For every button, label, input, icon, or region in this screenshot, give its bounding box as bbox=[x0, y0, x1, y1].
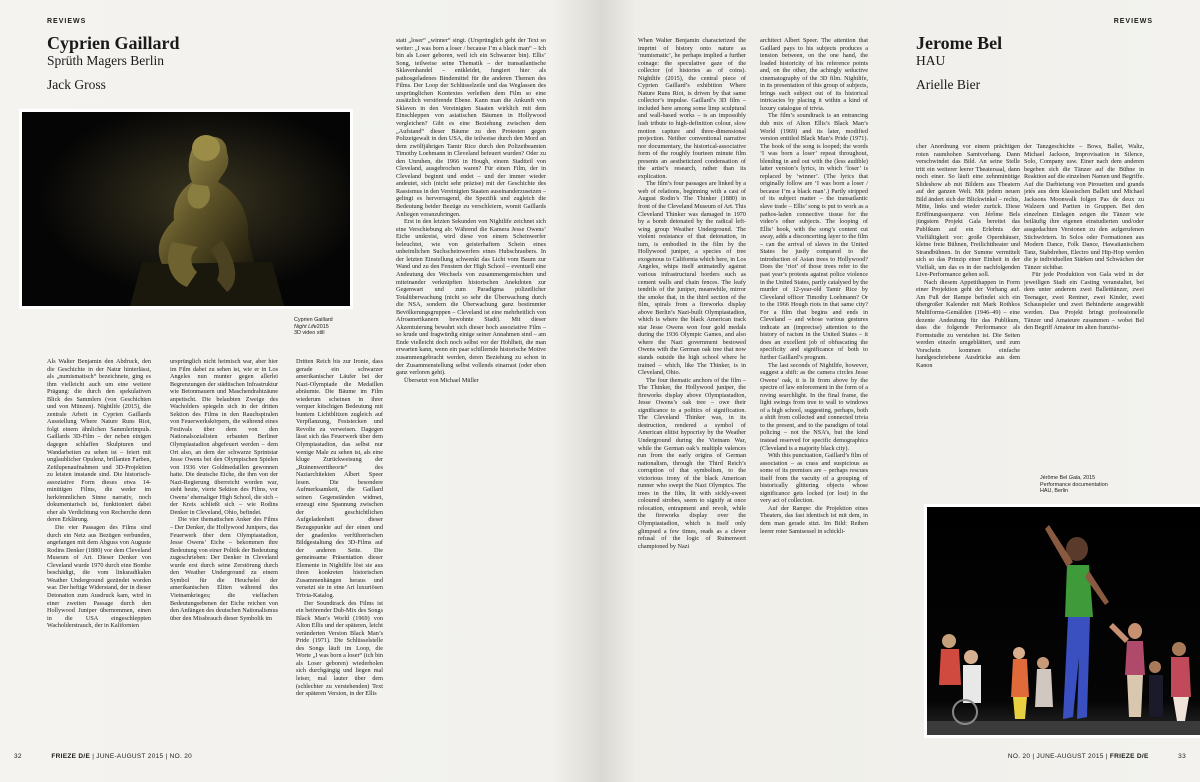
issue-date: JUNE-AUGUST 2015 bbox=[96, 753, 164, 760]
paragraph: Als Walter Benjamin den Abdruck, den die Geschichte in der Natur hinterlässt, als „numismatisch“ bezeichnete, ging es ihm vielleicht auch um eine weitere Prägung: die durch den spekulativen Blick des Sammlers (von Geschichten und von Münzen). Nightlife (2015), die zentrale Arbeit in Cyprien Gaillards Ausstellung Where Nature Runs Riot, folgt einem ähnlichen Sammlerimpuls. Gaillards 3D-Film – der neben einigen dagegen schlaffen Skulpturen und Wandarbeiten zu sehen ist – feiert mit unglaublicher Opulenz, brillanten Farben, Zeitlupenaufnahmen und 3D-Projektion zu leisten imstande sind. Die historisch-assoziative Form dieses etwa 14-minütigen Films, die weder im herkömmlichen Sinne narrativ, noch dokumentarisch ist, funktioniert dabei eher als Verdichtung von Recherche denn deren Erklärung. bbox=[47, 358, 151, 524]
caption-medium: Performance documentation bbox=[1040, 481, 1108, 488]
paragraph: Dritten Reich bis zur Ironie, dass gerade ein schwarzer amerikanischer Läufer bei der Nazi-Olympiade die Medaillen abräumte. Die Bäume im Film wiederum scheinen in ihrer verquer kitschigen Bedeutung mit buntem Lichtblitzen zugleich auf Verpflanzung, Feststecken und Revolte zu verweisen. Dagegen lässt sich das Feuerwerk über dem Olympiastadion, das selbst nur wenige Male zu sehen ist, als eine kluge Zurückweisung der „Ruinenwerttheorie“ des Naziarchitekten Albert Speer lesen. Die besondere Aufmerksamkeit, die Gaillard seinen Gegenständen widmet, erzeugt eine Spannung zwischen der geschichtlichen Aufgeladenheit dieser Bezugspunkte auf der einen und der gnadenlos verführerischen Bildgestaltung des 3D-Films auf der anderen Seite. Die gemeinsame Präsentation dieser Elemente in Nightlife löst sie aus ihren konkreten historischen Zusammenhängen heraus und versetzt sie in eine Art luxuriösen Trivia-Katalog. bbox=[296, 358, 383, 599]
text-column bbox=[760, 37, 868, 737]
review-title: Cyprien Gaillard bbox=[47, 33, 180, 53]
issue-date: JUNE-AUGUST 2015 bbox=[1036, 753, 1104, 760]
section-label: REVIEWS bbox=[47, 18, 87, 25]
magazine-name: FRIEZE D/E bbox=[1109, 753, 1149, 760]
text-column bbox=[296, 358, 383, 738]
paragraph: When Walter Benjamin characterized the imprint of history onto nature as ‘numismatic’, he perhaps implied a further coinage: the speculative gaze of the collector (of histories as of coins). Nightlife (2015), the central piece of Cyprien Gaillard’s exhibition Where Nature Runs Riot, is driven by that same collector’s impulse. Gaillard’s 3D film – included here among some limp sculptural and wall-based works – is an impossibly lush tribute to high-definition colour, slow motion capture and three-dimensional projection. Neither conventional narrative nor documentary, the historical-associative form of the roughly fourteen minute film presents an aestheticized condensation of the artist’s research, rather than its explication. bbox=[638, 37, 746, 180]
caption-year: 2015 bbox=[1083, 475, 1096, 481]
translator-credit: Übersetzt von Michael Müller bbox=[404, 376, 479, 384]
review-author: Arielle Bier bbox=[916, 77, 981, 92]
text-column bbox=[638, 37, 746, 737]
paragraph: der Tanzgeschichte – Bows, Ballet, Waltz, Michael Jackson, Improvisation in Silence, Solo, Company usw. Einer nach dem anderen begeben sich die Tänzer auf die Bühne in Reaktion auf die einzelnen Namen und Begriffe. Auf die Darbietung von Pirouetten und grands jetés aus dem klassischen Ballett und Michael Jacksons Moonwalk folgen Pas de deux zu Walzern und Partien in Gruppen. Bei den einzelnen Einlagen zeigen die Tänzer wie beiläufig ihre eigenen einstudierten und/oder ausgedachten Versionen zu den aufgerufenen Stichwörtern. In Solos oder Formationen aus Modern Dance, Folk Dance, Hawaiianischem Tanz, Stabdrehen, Electro und Hip-Hop werden die je individuellen Stärken und Schwächen der Tänzer sichtbar. bbox=[1024, 143, 1144, 271]
review-venue: Sprüth Magers Berlin bbox=[47, 53, 164, 68]
caption-artist: Cyprien Gaillard bbox=[294, 317, 333, 323]
paragraph: ursprünglich nicht heimisch war, aber hier im Film dabei zu sehen ist, wie er in Los Angeles nun munter gegen allerlei Begrenzungen der städtischen Infrastruktur wie Betonmauern und Maschendrahtzäune anpeitscht. Die belaubten Zweige des Wacholders spiegeln sich in der dritten Sektion des Films in den Rauchspiralen von Feuerwerkskörpern, die während eines Festivals über dem von den Nationalsozialisten erbauten Berliner Olympiastadion abgefeuert werden – dem Ort also, an dem der schwarze Sprintstar Jesse Owens bei den Olympischen Spielen von 1936 vier Goldmedaillen gewonnen hatte. Die deutsche Eiche, die ihm von der Nazi-Regierung überreicht worden war, steht heute, vierte Sektion des Films, vor Owens’ ehemaliger High School, die sich – der Kreis schließt sich – wie Rodins Denker in Cleveland, Ohio, befindet. bbox=[170, 358, 278, 516]
issue-number: NO. 20 bbox=[169, 753, 193, 760]
right-page bbox=[600, 0, 1200, 782]
paragraph: Für jede Produktion von Gala wird in der jeweiligen Stadt ein Casting veranstaltet, bei dem unter anderem zwei Balletttänzer, zwei Teenager, zwei Rentner, zwei Kinder, zwei Schauspieler und zwei Behinderte ausgewählt werden. Das Projekt bringt professionelle Tänzer und Amateure zusammen – wobei Bel den Begriff Amateur im alten französi- bbox=[1024, 271, 1144, 332]
review-title: Jerome Bel bbox=[916, 33, 1003, 53]
caption-work-title: Night Life bbox=[294, 323, 317, 330]
photo-caption: Jérôme Bel Gala, 2015 Performance documentation HAU, Berlin bbox=[1040, 475, 1140, 495]
thinker-sculpture-image bbox=[22, 112, 350, 306]
caption-location: HAU, Berlin bbox=[1040, 488, 1069, 495]
paragraph: The film’s four passages are linked by a web of relations, beginning with a cast of August Rodin’s The Thinker (1880) in front of the Cleveland Museum of Art. This Cleveland Thinker was damaged in 1970 by a bomb detonated by the radical left-wing group Weather Underground. The violent resistance of that detonation, in turn, is embodied in the film by the Hollywood juniper, a species of tree exogenous to California which here, in Los Angeles, whips itself animatedly against various infrastructural borders such as cement walls and chain fences. The leafy tendrils of the juniper, meanwhile, mirror the smoke that, in the third section of the film, spirals from a fireworks display above Berlin’s Nazi-built Olympiastadion, which is where the black American track star Jesse Owens won four gold medals during the 1936 Olympic Games, and also where the Nazi government bestowed Owens with the German oak tree that now stands outside the high school where he trained – which, like The Thinker, is in Cleveland, Ohio. bbox=[638, 180, 746, 377]
page-number: 32 bbox=[14, 753, 22, 760]
thinker-photo bbox=[19, 109, 353, 309]
paragraph: With this punctuation, Gaillard’s film of association – as crass and suspicious as some of its premises are – perhaps rescues itself from the vacuity of a grouping of historically glittering objects whose significance gets locked (or lost) in the very act of collection. bbox=[760, 452, 868, 505]
photo-caption bbox=[294, 317, 364, 337]
magazine-name: FRIEZE D/E bbox=[51, 753, 91, 760]
paragraph: Die vier thematischen Anker des Films – Der Denker, die Hollywood Junipers, das Feuerwerk über dem Olympiastadion, Jesse Owens’ Eiche – bekommen ihre Bedeutung von einer Politik der Bedeutung zugeschrieben: Der Denker in Cleveland wurde erst durch seine Zerstörung durch den Weather Underground zu einem Symbol für die Heucheleí der amerikanischen Eliten während des Vietnamkrieges; die vielfachen Bedeutungsebenen der Eiche reichen von den Anfängen des deutschen Nationalismus über den Missbrauch dieser Symbolik im bbox=[170, 516, 278, 622]
review-author: Jack Gross bbox=[47, 77, 106, 92]
text-column bbox=[170, 358, 278, 738]
paragraph: architect Albert Speer. The attention that Gaillard pays to his subjects produces a tension between, on the one hand, the loaded historicity of his reference points and, on the other, the achingly seductive cinematography of the 3D film. Nightlife, in its presentation of this group of subjects, brings each subject out of its historical intricacies by placing it within a kind of luxury catalogue of trivia. bbox=[760, 37, 868, 112]
dancers-image bbox=[927, 507, 1200, 735]
page-number: 33 bbox=[1178, 753, 1186, 760]
paragraph: statt „loser“ „winner“ singt. (Ursprünglich geht der Text so weiter: „I was born a loser / because I’m a black man“ – Ich bin als Loser geboren, weil ich ein Schwarzer bin). Ellis’ Song, teilweise seine Thematik – der transatlantische Sklavenhandel – entkleidet, fungiert hier als pathosgeladenes Bindemittel für die anderen Themen des Films. Der Loop der Schlüsselzeile und das Weglassen des ursprünglichen Kontextes verleihen dem Film so eine zusätzlich verstörende Ebene. Kann man die Ankunft von Sklaven in den Vereinigten Staaten wirklich mit dem Einschleppen von asiatischen Bäumen in Hollywood vergleichen? Gibt es eine Beziehung zwischen dem „Aufstand“ dieser Bäume zu den Protesten gegen Polizeigewalt in den USA, die teilweise durch den Mord an dem zwölfjährigen Tamir Rice durch den Polizeibeamten Timothy Loehmann in Cleveland befeuert wurden? Oder zu den Unruhen, die 1966 in Hough, einem Stadtteil von Cleveland, ausgebrochen waren? Für einen Film, der in Cleveland beginnt und endet – und der immer wieder andeutet, sich (nicht sehr präzise) mit der Geschichte des Rassismus in den Vereinigten Staaten auseinanderzusetzen – gelingt es hervorragend, die Spezifik und zugleich die Bedeutung beider Bezüge zu verschleiern, womit Gaillards Anliegen voranzubringen. bbox=[396, 37, 546, 218]
gala-performance-photo bbox=[924, 504, 1200, 738]
paragraph: Der Soundtrack des Films ist ein betörender Dub-Mix des Songs Black Man’s World (1969) von Alton Ellis und der späteren, leicht veränderten Version Black Man’s Pride (1971). Die Schlüsselstelle des Songs läuft im Loop, die Worte „I was born a loser“ (ich bin als Loser geboren) wiederholen sich durchgängig und liegen mal leiser, mal lauter über dem (schlechter zu verstehenden) Text der späteren Version, in der Ellis bbox=[296, 599, 383, 698]
section-label: REVIEWS bbox=[1113, 18, 1153, 25]
paragraph: Die vier Passagen des Films sind durch ein Netz aus Bezügen verbunden, angefangen mit dem Abguss von Auguste Rodins Denker (1880) vor dem Cleveland Museum of Art. Dieser Denker von Cleveland wurde 1970 durch eine Bombe beschädigt, die vom linksradikalen Weather Underground gezündet worden war. Der heftige Widerstand, der in dieser Detonation zum Ausdruck kam, wird in einer zweiten Passage durch den Hollywood Juniper übernommen, einen in die USA eingeschleppten Wacholderstrauch, der in Kalifornien bbox=[47, 524, 151, 630]
folio: 32 FRIEZE D/E | JUNE-AUGUST 2015 | NO. 20 bbox=[14, 753, 193, 760]
text-column bbox=[1024, 143, 1144, 443]
paragraph: Nach diesem Appetithappen in Form einer Projektion geht der Vorhang auf. Am Fuß der Rampe befindet sich ein übergroßer Kalender mit Mark Rothkos Multiforms-Gemälden (1946–49) – eine dezente Andeutung für das Publikum, dass die folgende Performance als Formstudie zu verstehen ist. Die Seiten werden einzeln umgeblättert, und zum Vorschein kommen einfache handgeschriebene Ausdrücke aus dem Kanon bbox=[916, 278, 1020, 369]
paragraph: Auf der Rampe: die Projektion eines Theaters, das fast identisch ist mit dem, in dem man gerade sitzt. Im Bild: Reihen leerer roter Samtsessel in schickli- bbox=[760, 504, 868, 535]
caption-work-title: Gala bbox=[1068, 475, 1081, 481]
paragraph: Erst in den letzten Sekunden von Nightlife zeichnet sich eine Verschiebung ab: Während die Kamera Jesse Owens’ Eiche umkreist, wird diese von einem Scheinwerfer beleuchtet, wie von geisterhaftem Schein eines unheimlichen Suchscheinwerfers eines Hubschraubers. In der letzten Einstellung schwenkt das Licht vom Baum zur Wand und zu den Fenstern der High School – eventuell eine Andeutung des Wechsels von zusammengemischten und miteinander verknüpften historischen Anekdoten zur Gegenwart und zum Paradigma polizeilicher Totalüberwachung (nicht so sehr die Überwachung durch die NSA, sondern die Überwachung ganz bestimmter Bevölkerungsgruppen – Cleveland ist eine mehrheitlich von Afroamerikanern bewohnte Stadt). Mit dieser Akzentuierung bewahrt sich dieser hoch assoziative Film – so krude und fragwürdig einige seiner Annahmen sind – am Ende vielleicht doch noch selbst vor der Hohlheit, die man erwarten kann, wenn ein paar schillernde historische Motive zusammengebracht werden, deren Beziehung zu schon in der Zusammenstellung selbst vollends einarrast (oder eben ganz verloren geht). bbox=[396, 218, 546, 377]
paragraph: The film’s soundtrack is an entrancing dub mix of Alton Ellis’s Black Man’s World (1969) and its later, modified version entitled Black Man’s Pride (1971). The hook of the song is looped; the words ‘I was born a loser’ repeat throughout, blending in and out with the (less audible) latter version’s lyrics, in which ‘loser’ is replaced by ‘winner’. (The lyrics that originally follow are ‘I was born a loser / because I’m a black man’.) Partly stripped of its subject matter – the transatlantic slave trade – Ellis’ song is put to work as a pathos-laden connective tissue for the video’s other subjects. The looping of Ellis’ hook, with the song’s content cut away, adds a disconcerting layer to the film – can the arrival of slaves in the United States be justly compared to the introduction of Asian trees to Hollywood? Does the ‘riot’ of those trees refer to the past year’s protests against police violence in the United States, partly catalysed by the murder of 12-year-old Tamir Rice by Cleveland officer Timothy Loehmann? Or to the 1966 Hough riots in that same city? For a film that begins and ends in Cleveland – and whose various gestures indicate an (imprecise) attention to the history of racism in the United States – it does an excellent job of obfuscating the specificity and significance of both to further Gaillard’s program. bbox=[760, 112, 868, 361]
caption-artist: Jérôme Bel bbox=[1040, 475, 1068, 481]
caption-medium: 3D video still bbox=[294, 330, 325, 337]
issue-number: NO. 20 bbox=[1007, 753, 1031, 760]
paragraph: The four thematic anchors of the film – The Thinker, the Hollywood juniper, the fireworks display above Olympiastadion, Jesse Owens’s oak tree – owe their significance to a politics of signification. The Cleveland Thinker was, in its destruction, rendered a symbol of American elitist hypocrisy by the Weather Underground during the Vietnam War, while the German oak’s multiple valences run from the early origins of German nationalism, through the Third Reich’s corruption of that symbolism, to the victorious irony of the black American runner who swept the Nazi Olympics. The trees in the film, lit with sickly-sweet coloured strobes, seem to signify at once relocation, entrapment and revolt, while the fireworks display over the Olympiastadion, which is itself only glimpsed a few times, reads as a clever refusal of the logic of Ruinenwert championed by Nazi bbox=[638, 376, 746, 550]
text-column bbox=[916, 143, 1020, 443]
folio: NO. 20 | JUNE-AUGUST 2015 | FRIEZE D/E 33 bbox=[1007, 753, 1186, 760]
paragraph: cher Anordnung vor einem prächtigen roten raumhohen Samtvorhang. Dann verschwindet das Bild. An seine Stelle tritt ein weiterer leerer Theatersaal, dann noch einer. So läuft eine zehnminütige Slideshow ab mit Bildern aus Theatern auf der ganzen Welt. Mit jedem neuen Bild ändert sich der Blickwinkel – rechts, Mitte, links und wieder zurück. Diese Eröffnungssequenz von Jérôme Bels jüngstem Projekt Gala bereitet das Publikum auf ein Erlebnis der Vielfältigkeit vor: große Opernhäuser, kleine freie Bühnen, Freilichttheater und Strandbühnen. In der Summe vermittelt sich so das Prinzip einer Einheit in der Vielfalt, um das es in der nachfolgenden Live-Performance gehen soll. bbox=[916, 143, 1020, 279]
review-venue: HAU bbox=[916, 53, 946, 68]
text-column bbox=[47, 358, 151, 738]
paragraph: The last seconds of Nightlife, however, suggest a shift: as the camera circles Jesse Owens’ oak, it is lit from above by the spectre of law enforcement in the form of a roving searchlight. In the final frame, the light swings from tree to wall to windows of a high school, suggesting, perhaps, both a shift from collected and connected trivia to the present, and to the paradigm of total policing – not the NSA’s, but the kind instead reserved for specific demographics (Cleveland is a majority black city). bbox=[760, 361, 868, 452]
text-column bbox=[396, 37, 546, 737]
caption-year: 2015 bbox=[316, 323, 329, 330]
